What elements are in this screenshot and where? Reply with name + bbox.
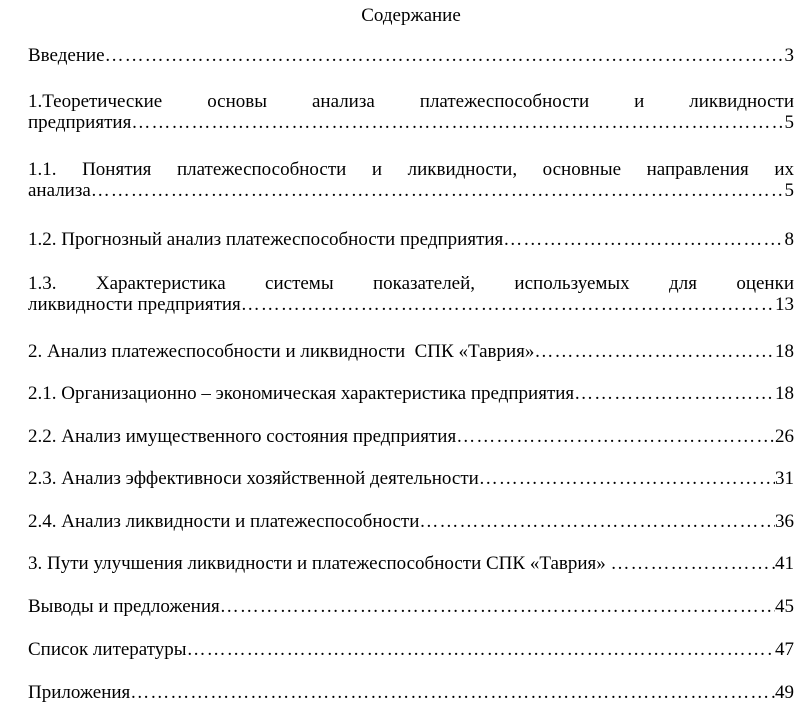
toc-entry-appendices xyxy=(28,682,794,703)
toc-entry-1-2 xyxy=(28,229,794,250)
toc-entry-label: предприятия xyxy=(28,112,132,133)
dot-leader xyxy=(534,341,775,362)
dot-leader xyxy=(456,426,775,447)
toc-entry-label-line1: 1.1. Понятия платежеспособности и ликвидности, основные направления их xyxy=(28,159,794,180)
toc-entry-2-1 xyxy=(28,383,794,404)
toc-page-number: 41 xyxy=(775,553,794,574)
toc-entry-label: 1.2. Прогнозный анализ платежеспособности предприятия xyxy=(28,229,504,250)
toc-page-number: 3 xyxy=(784,45,794,66)
toc-entry-1-1 xyxy=(28,159,794,201)
toc-entry-2 xyxy=(28,341,794,362)
toc-title: Содержание xyxy=(361,5,461,26)
toc-page-number: 49 xyxy=(775,682,794,703)
dot-leader xyxy=(419,511,775,532)
toc-page-number: 36 xyxy=(775,511,794,532)
toc-page-number: 13 xyxy=(775,294,794,315)
toc-page-number: 26 xyxy=(775,426,794,447)
dot-leader xyxy=(503,229,784,250)
toc-entry-label: 3. Пути улучшения ликвидности и платежеспособности СПК «Таврия» xyxy=(28,553,611,574)
toc-entry-2-4 xyxy=(28,511,794,532)
toc-page-number: 45 xyxy=(775,596,794,617)
toc-entry-label: 2.3. Анализ эффективноси хозяйственной деятельности xyxy=(28,468,479,489)
toc-entry-3 xyxy=(28,553,794,574)
toc-page-number: 18 xyxy=(775,341,794,362)
toc-entry-label-line1: 1.3. Характеристика системы показателей, используемых для оценки xyxy=(28,273,794,294)
toc-entry-1-3 xyxy=(28,273,794,315)
toc-entry-label: Список литературы xyxy=(28,639,187,660)
toc-entry-label: 2.1. Организационно – экономическая характеристика предприятия xyxy=(28,383,575,404)
dot-leader xyxy=(187,639,775,660)
toc-entry-label: Приложения xyxy=(28,682,131,703)
toc-page-number: 47 xyxy=(775,639,794,660)
toc-page-number: 18 xyxy=(775,383,794,404)
toc-page-number: 5 xyxy=(784,180,794,201)
toc-page-number: 5 xyxy=(784,112,794,133)
dot-leader xyxy=(574,383,775,404)
toc-entry-label-line1: 1.Теоретические основы анализа платежеспособности и ликвидности xyxy=(28,91,794,112)
toc-entry-introduction xyxy=(28,45,794,66)
dot-leader xyxy=(130,682,775,703)
toc-page-number: 31 xyxy=(775,468,794,489)
dot-leader xyxy=(611,553,775,574)
toc-entry-2-3 xyxy=(28,468,794,489)
toc-entry-label: Выводы и предложения xyxy=(28,596,220,617)
dot-leader xyxy=(479,468,775,489)
toc-entry-label: анализа xyxy=(28,180,91,201)
toc-entry-label: 2. Анализ платежеспособности и ликвидности СПК «Таврия» xyxy=(28,341,535,362)
toc-entry-references xyxy=(28,639,794,660)
dot-leader xyxy=(105,45,785,66)
toc-entry-1 xyxy=(28,91,794,133)
dot-leader xyxy=(241,294,775,315)
toc-entry-label: 2.2. Анализ имущественного состояния предприятия xyxy=(28,426,457,447)
toc-entry-label: Введение xyxy=(28,45,105,66)
toc-entry-label: ликвидности предприятия xyxy=(28,294,241,315)
toc-entry-conclusions xyxy=(28,596,794,617)
dot-leader xyxy=(220,596,775,617)
dot-leader xyxy=(131,112,784,133)
toc-entry-2-2 xyxy=(28,426,794,447)
toc-entry-label: 2.4. Анализ ликвидности и платежеспособности xyxy=(28,511,420,532)
dot-leader xyxy=(91,180,785,201)
toc-page-number: 8 xyxy=(784,229,794,250)
